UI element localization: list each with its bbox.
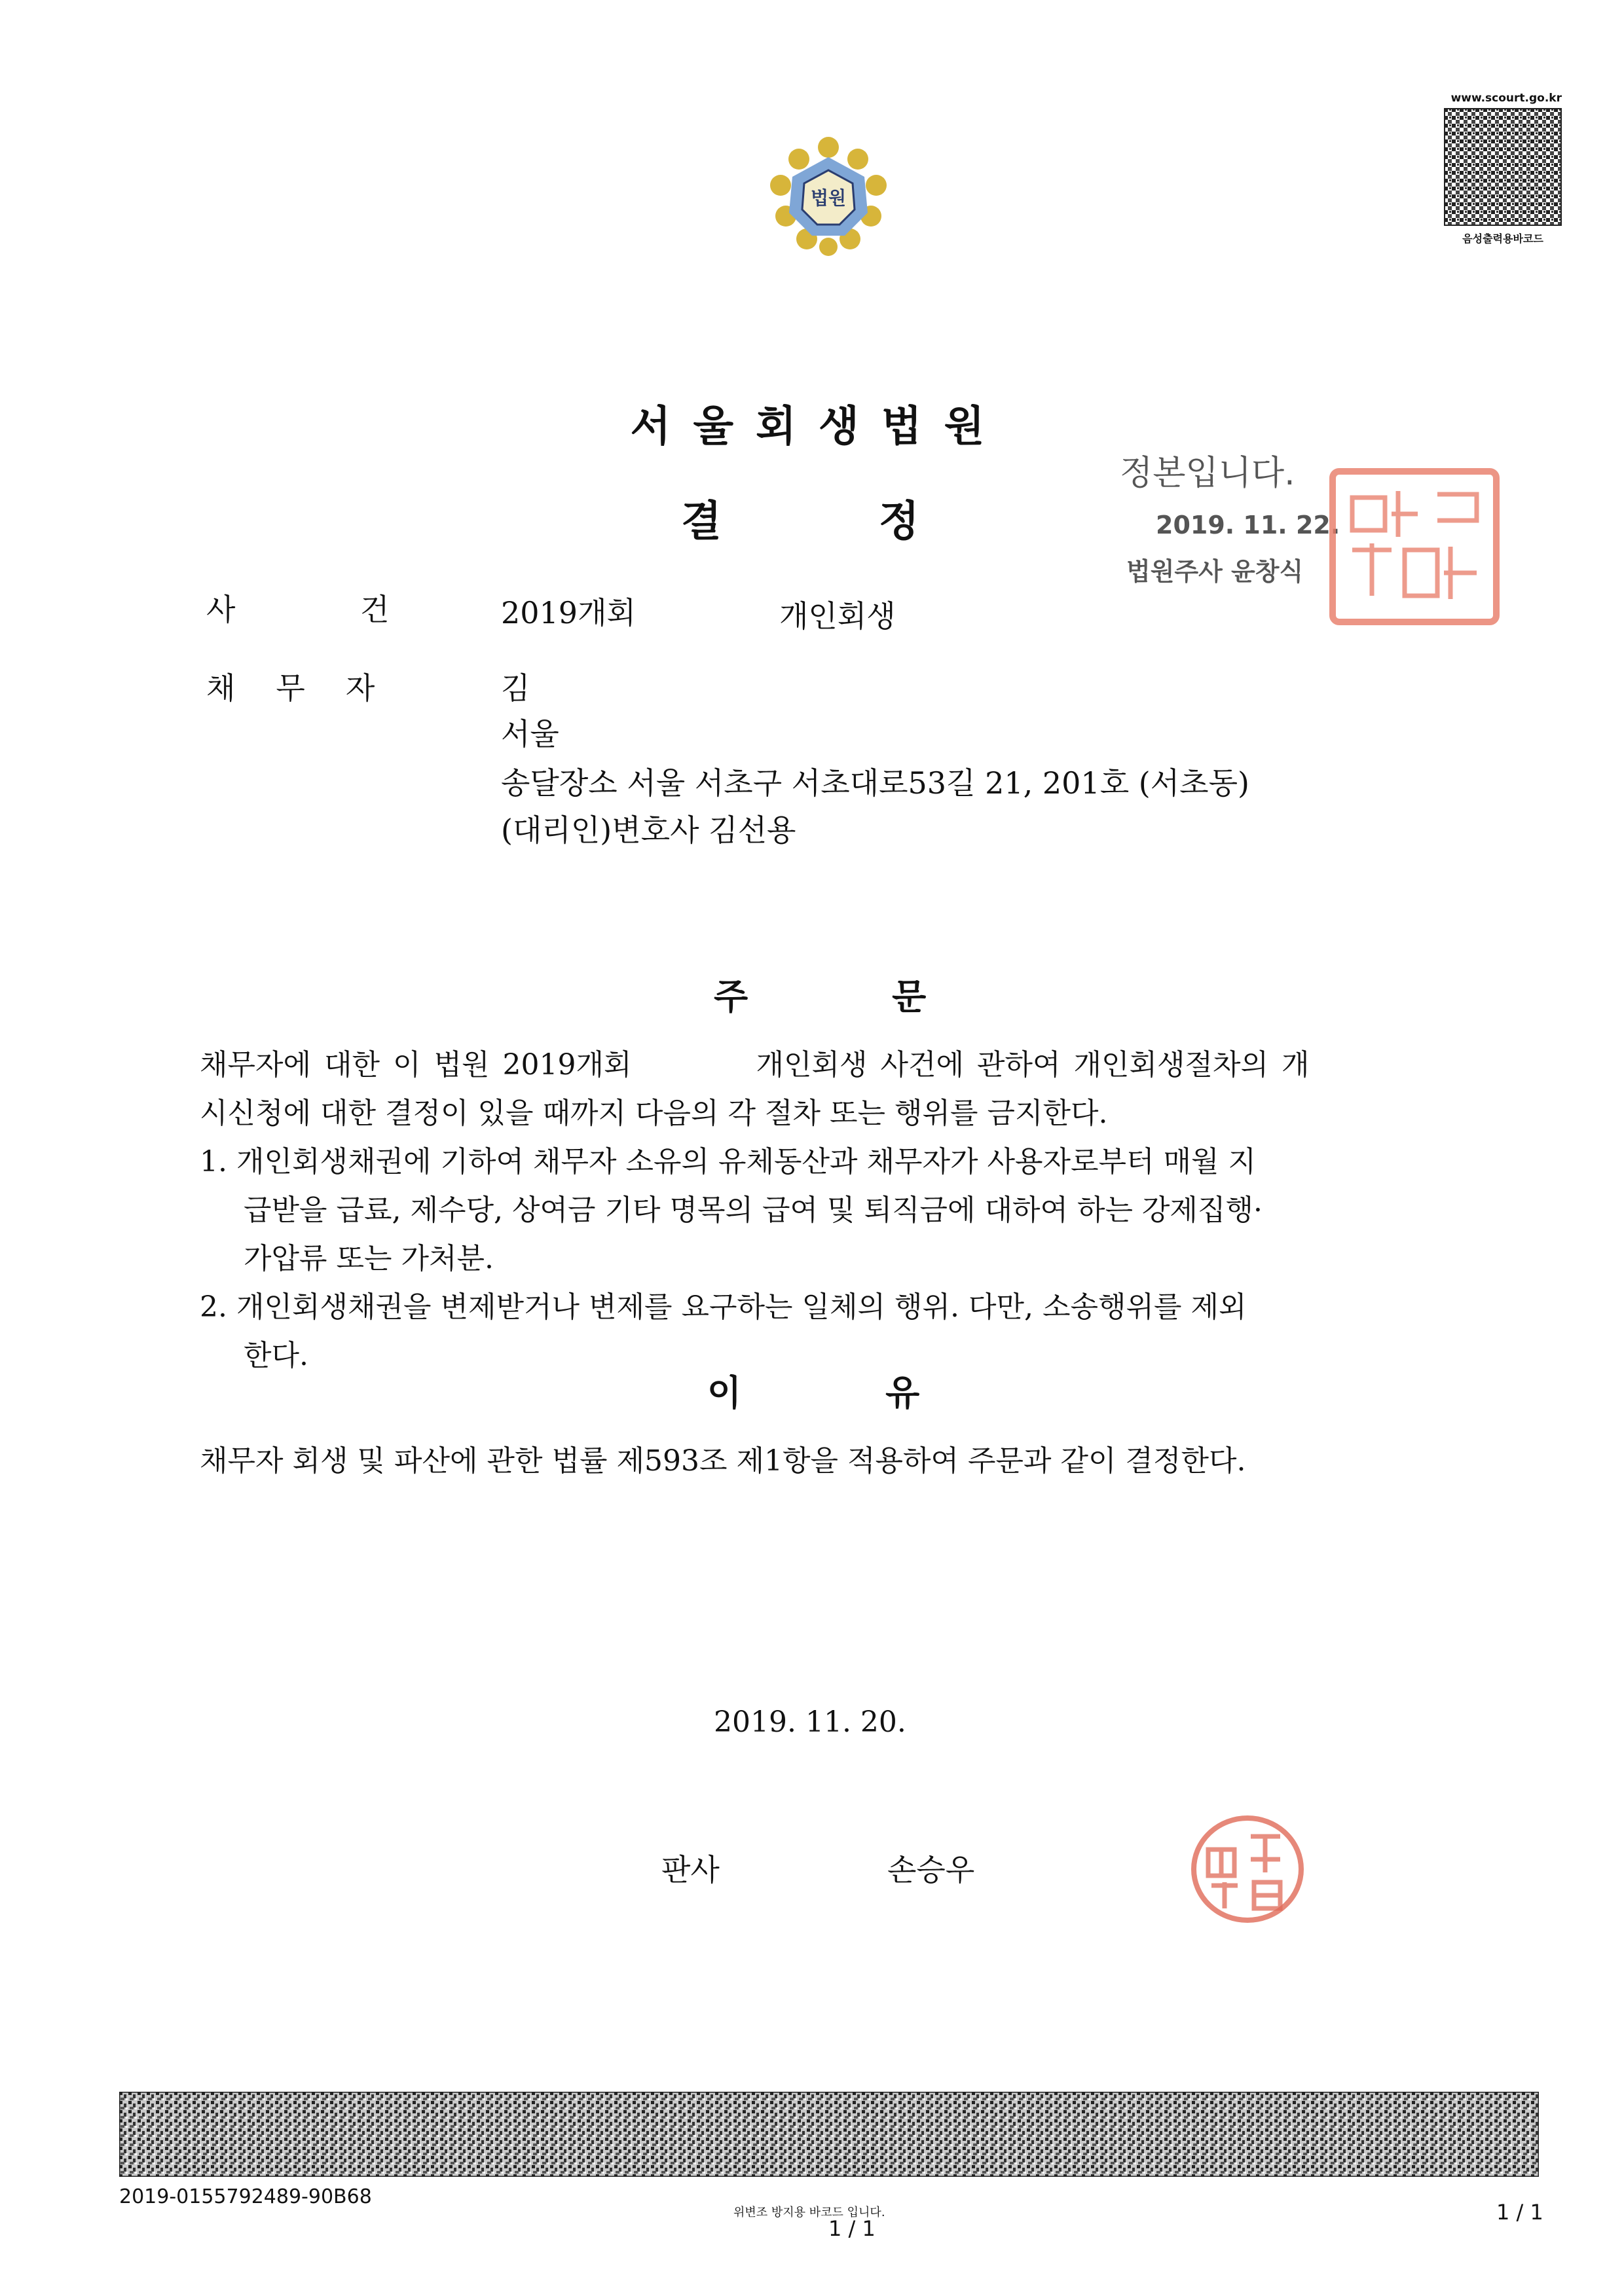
case-label-1: 사 xyxy=(206,592,236,627)
certified-copy-text: 정본입니다. xyxy=(1120,454,1295,493)
court-name: 서울회생법원 xyxy=(630,403,1007,451)
order-item-2-line-1: 2. 개인회생채권을 변제받거나 변제를 요구하는 일체의 행위. 다만, 소송행위를 제외 xyxy=(200,1290,1247,1324)
order-item-1-line-1: 1. 개인회생채권에 기하여 채무자 소유의 유체동산과 채무자가 사용자로부터 매월 지 xyxy=(200,1145,1256,1178)
delivery-address: 송달장소 서울 서초구 서초대로53길 21, 201호 (서초동) xyxy=(501,765,1249,801)
order-item-1-line-3: 가압류 또는 가처분. xyxy=(244,1242,494,1275)
certified-date: 2019. 11. 22. xyxy=(1156,511,1340,539)
reason-text: 채무자 회생 및 파산에 관한 법률 제593조 제1항을 적용하여 주문과 같이 결정한다. xyxy=(200,1444,1246,1478)
decision-date: 2019. 11. 20. xyxy=(714,1705,906,1739)
reason-heading: 이유 xyxy=(707,1372,1064,1413)
order-item-2-line-2: 한다. xyxy=(244,1339,308,1372)
emblem-label: 법원 xyxy=(810,187,847,209)
document-title: 결정 xyxy=(681,498,1077,546)
judge-name: 손승우 xyxy=(887,1852,975,1887)
case-label-2: 건 xyxy=(360,592,390,627)
order-item-1-line-2: 급받을 급료, 제수당, 상여금 기타 명목의 급여 및 퇴직금에 대하여 하는 강제집행· xyxy=(244,1194,1263,1227)
order-line-1b: 개인회생 사건에 관하여 개인회생절차의 개 xyxy=(756,1048,1310,1082)
order-line-2: 시신청에 대한 결정이 있을 때까지 다음의 각 절차 또는 행위를 금지한다. xyxy=(200,1097,1108,1130)
case-type: 개인회생 xyxy=(779,598,896,634)
debtor-address: 서울 xyxy=(501,716,559,752)
qr-code xyxy=(1444,108,1562,226)
page-number-center: 1 / 1 xyxy=(828,2216,876,2241)
debtor-label: 채무자 xyxy=(206,670,416,706)
judge-seal xyxy=(1189,1813,1306,1925)
qr-caption: 음성출력용바코드 xyxy=(1462,232,1543,245)
order-line-1 xyxy=(200,1041,1309,1089)
clerk-seal xyxy=(1326,465,1503,629)
page-number-right: 1 / 1 xyxy=(1496,2200,1543,2225)
court-clerk: 법원주사 윤창식 xyxy=(1126,557,1304,586)
case-number: 2019개회 xyxy=(501,595,636,630)
anti-forgery-barcode xyxy=(119,2092,1539,2177)
debtor-name: 김 xyxy=(501,670,530,706)
document-id: 2019-0155792489-90B68 xyxy=(119,2185,372,2208)
barcode-caption: 위변조 방지용 바코드 입니다. xyxy=(733,2206,885,2219)
order-line-1a: 채무자에 대한 이 법원 2019개회 xyxy=(200,1048,632,1082)
order-heading: 주문 xyxy=(714,976,1071,1017)
qr-url: www.scourt.go.kr xyxy=(1450,92,1562,105)
court-emblem xyxy=(753,134,904,259)
judge-title: 판사 xyxy=(661,1852,720,1887)
legal-agent: (대리인)변호사 김선용 xyxy=(501,812,796,848)
